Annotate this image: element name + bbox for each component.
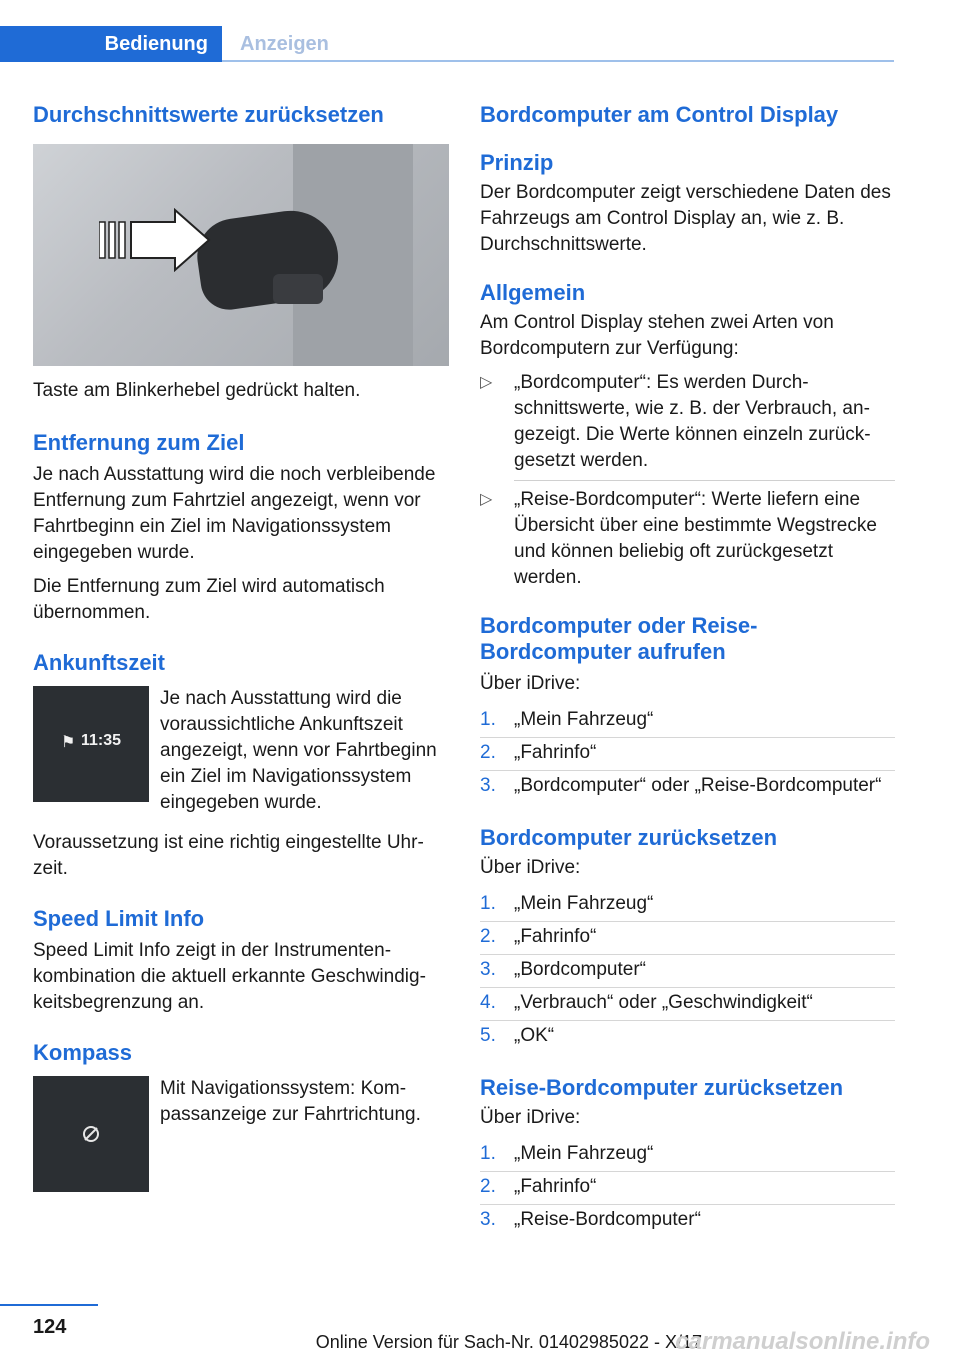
steps-aufrufen [480,707,895,803]
section-title-bordcomputer: Bordcomputer am Control Display [480,102,839,127]
text-ankunftszeit-2: Voraussetzung ist eine richtig eingestellte Uhrzeit. [33,832,424,879]
compass-icon [81,1124,101,1144]
steps-zuruecksetzen [480,891,895,1053]
section-title-reise-zuruecksetzen: Reise-Bordcomputer zurücksetzen [480,1075,844,1100]
flag-icon: ⚑ [61,734,76,751]
header-bar [0,0,960,64]
text-kompass: Mit Navigationssystem: Kompassanzeige zur Fahrtrichtung. [160,1078,421,1125]
section-title-zuruecksetzen: Bordcomputer zurücksetzen [480,825,778,850]
section-title-allgemein: Allgemein [480,280,586,305]
list-item [480,740,895,771]
press-arrow-icon [99,208,219,272]
caption-blinker: Taste am Blinkerhebel gedrückt halten. [33,380,361,401]
step-number: 5. [480,1025,496,1046]
step-number: 1. [480,1143,496,1164]
step-text: „Fahrinfo“ [514,926,597,947]
online-version-text: Online Version für Sach-Nr. 01402985022 - X/17 [315,1332,702,1352]
step-number: 3. [480,1209,496,1230]
list-item [480,891,895,922]
step-number: 2. [480,926,496,947]
step-text: „OK“ [514,1025,555,1046]
list-item [480,773,895,803]
text-entfernung-2: Die Entfernung zum Ziel wird automatisch übernommen. [33,576,385,623]
step-text: „Reise-Bordcomputer“ [514,1209,701,1230]
tab-bedienung[interactable]: Bedienung [0,26,222,62]
page-number: 124 [33,1316,67,1338]
list-item [480,990,895,1021]
bordcomputer-types-list [480,370,895,591]
step-number: 3. [480,959,496,980]
bullet-text: „Bordcomputer“: Es werden Durchschnittswerte, wie z. B. der Verbrauch, angezeigt. Die Werte können einzeln zurückgesetzt werden. [514,372,871,471]
step-number: 1. [480,709,496,730]
section-title-entfernung: Entfernung zum Ziel [33,430,245,455]
step-text: „Fahrinfo“ [514,742,597,763]
step-number: 4. [480,992,496,1013]
steps-reise-zuruecksetzen [480,1141,895,1237]
kompass-block [33,1076,449,1192]
list-item [480,487,895,591]
section-title-durchschnitt: Durchschnittswerte zurücksetzen [33,102,384,127]
text-allgemein: Am Control Display stehen zwei Arten von Bordcomputern zur Verfügung: [480,312,834,359]
list-item [480,1023,895,1053]
step-text: „Bordcomputer“ [514,959,646,980]
watermark: carmanualsonline.info [675,1328,930,1355]
section-title-prinzip: Prinzip [480,150,554,175]
right-column [480,100,895,1239]
divider [514,480,895,481]
step-text: „Mein Fahrzeug“ [514,709,654,730]
text-speed-limit: Speed Limit Info zeigt in der Instrumentenkombination die aktuell erkannte Geschwindigkeitsbegrenzung an. [33,940,426,1013]
blinker-lever-photo [33,144,449,366]
step-text: „Mein Fahrzeug“ [514,893,654,914]
compass-display [33,1076,149,1192]
list-item [480,370,895,481]
section-title-ankunftszeit: Ankunftszeit [33,650,165,675]
arrival-time-value: 11:35 [81,732,122,749]
intro-reise-zuruecksetzen: Über iDrive: [480,1107,581,1128]
triangle-bullet-icon: ▷ [480,374,493,391]
section-title-speed-limit: Speed Limit Info [33,906,205,931]
section-title-aufrufen: Bordcomputer oder Reise-Bordcomputer aufrufen [480,613,758,664]
bullet-text: „Reise-Bordcomputer“: Werte liefern eine Übersicht über eine bestimmte Wegstrecke und können beliebig oft zurückgesetzt werden. [514,489,877,588]
left-column [33,100,449,1192]
step-text: „Verbrauch“ oder „Geschwindigkeit“ [514,992,813,1013]
step-text: „Fahrinfo“ [514,1176,597,1197]
step-number: 3. [480,775,496,796]
text-ankunftszeit: Je nach Ausstattung wird die voraussichtliche Ankunftszeit angezeigt, wenn vor Fahrtbeginn ein Ziel im Navigationssystem eingegeben wurde. [160,688,437,813]
text-entfernung-1: Je nach Ausstattung wird die noch verbleibende Entfernung zum Fahrtziel angezeigt, wenn vor Fahrtbeginn ein Ziel im Navigationssystem eingegeben wurde. [33,464,436,563]
step-number: 2. [480,1176,496,1197]
footer-divider [0,1304,98,1306]
list-item [480,957,895,988]
list-item [480,1207,895,1237]
section-title-kompass: Kompass [33,1040,133,1065]
intro-aufrufen: Über iDrive: [480,673,581,694]
list-item [480,707,895,738]
stalk-shape [273,274,323,304]
triangle-bullet-icon: ▷ [480,491,493,508]
intro-zuruecksetzen: Über iDrive: [480,857,581,878]
list-item [480,924,895,955]
header-divider [222,60,894,62]
step-number: 2. [480,742,496,763]
ankunftszeit-block [33,686,449,816]
step-text: „Mein Fahrzeug“ [514,1143,654,1164]
list-item [480,1141,895,1172]
text-prinzip: Der Bordcomputer zeigt verschiedene Daten des Fahrzeugs am Control Display an, wie z. B. Durchschnittswerte. [480,182,891,255]
step-text: „Bordcomputer“ oder „Reise-Bordcomputer“ [514,775,882,796]
list-item [480,1174,895,1205]
tab-anzeigen[interactable]: Anzeigen [240,32,329,55]
arrival-time-display [33,686,149,802]
step-number: 1. [480,893,496,914]
